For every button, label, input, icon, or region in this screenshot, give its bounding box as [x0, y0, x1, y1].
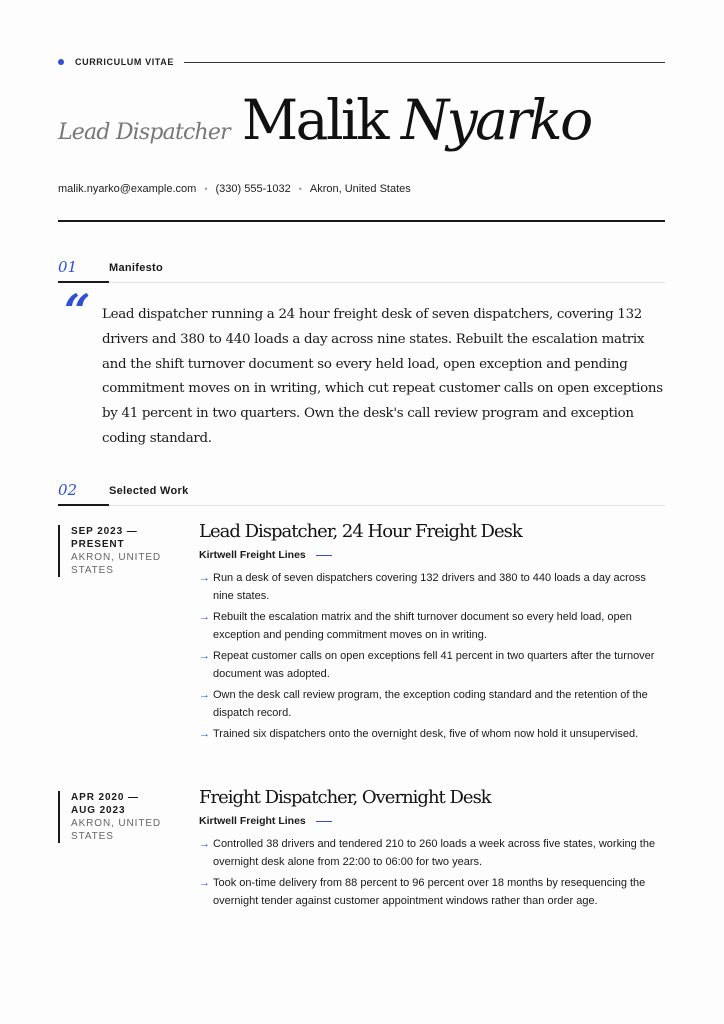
header-divider [58, 220, 665, 222]
arrow-right-icon: → [199, 838, 210, 850]
job-location: STATES [71, 565, 114, 576]
arrow-right-icon: → [199, 877, 210, 889]
section-underline [58, 504, 109, 506]
job-date: AUG 2023 [71, 805, 126, 816]
cv-tag [58, 56, 665, 68]
job-location: AKRON, UNITED [71, 552, 162, 563]
bullet-item [199, 569, 665, 605]
arrow-right-icon: → [199, 728, 210, 740]
arrow-right-icon: → [199, 572, 210, 584]
section-title: Selected Work [109, 485, 189, 497]
contact-info [58, 183, 411, 195]
resume-header [58, 56, 665, 195]
bullet-text: Controlled 38 drivers and tendered 210 to 260 loads a week across five states, working the overnight desk alone from 22:00 to 06:00 for two years. [213, 838, 656, 868]
bullet-item [199, 874, 665, 910]
section-rule [58, 505, 665, 506]
company-name: Kirtwell Freight Lines [199, 815, 306, 827]
email-link[interactable]: malik.nyarko@example.com [58, 183, 197, 195]
job-company [199, 813, 665, 829]
arrow-right-icon: → [199, 650, 210, 662]
job-details [199, 783, 665, 913]
job-bullets [199, 569, 665, 743]
arrow-right-icon: → [199, 611, 210, 623]
job-location: STATES [71, 831, 114, 842]
job-location: AKRON, UNITED [71, 818, 162, 829]
bullet-text: Rebuilt the escalation matrix and the shift turnover document so every held load, open exception and pending commitment moves on in writing. [213, 611, 632, 641]
header-rule [184, 62, 665, 63]
job-title: Freight Dispatcher, Overnight Desk [199, 787, 491, 808]
job-title: Lead Dispatcher, 24 Hour Freight Desk [199, 521, 522, 542]
job-meta [58, 525, 178, 577]
company-dash [316, 555, 332, 556]
company-dash [316, 821, 332, 822]
quote-icon: “ [64, 284, 91, 338]
job-details [199, 517, 665, 746]
bullet-item [199, 647, 665, 683]
arrow-right-icon: → [199, 689, 210, 701]
location: Akron, United States [309, 183, 411, 195]
bullet-text: Repeat customer calls on open exceptions fell 41 percent in two quarters after the turnover document was adopted. [213, 650, 655, 680]
job-company [199, 547, 665, 563]
manifesto-text: Lead dispatcher running a 24 hour freight desk of seven dispatchers, covering 132 drivers and 380 to 440 loads a day across nine states. Rebuilt the escalation matrix and the shift turnover document so every held load, open exception and pending commitment moves on in writing, which cut repeat customer calls on open exceptions by 41 percent in two quarters. Own the desk's call review program and exception coding standard. [102, 307, 663, 446]
contact-separator: • [298, 184, 302, 194]
name-row [58, 88, 591, 152]
bullet-text: Own the desk call review program, the exception coding standard and the retention of the dispatch record. [213, 689, 648, 719]
section-number: 02 [58, 481, 78, 499]
bullet-item [199, 835, 665, 871]
bullet-item [199, 608, 665, 644]
phone-number[interactable]: (330) 555-1032 [215, 183, 291, 195]
bullet-item [199, 725, 665, 743]
accent-dot-icon [58, 59, 64, 65]
bullet-text: Trained six dispatchers onto the overnight desk, five of whom now hold it unsupervised. [213, 728, 639, 740]
last-name: Nyarko [400, 88, 591, 152]
first-name: Malik [241, 88, 387, 152]
bullet-text: Run a desk of seven dispatchers covering 132 drivers and 380 to 440 loads a day across nine states. [213, 572, 646, 602]
job-date: APR 2020 — [71, 792, 139, 803]
bullet-text: Took on-time delivery from 88 percent to 96 percent over 18 months by resequencing the overnight tender against customer appointment windows rather than order age. [213, 877, 646, 907]
contact-separator: • [204, 184, 208, 194]
job-date: SEP 2023 — [71, 526, 138, 537]
section-title: Manifesto [109, 262, 164, 274]
section-rule [58, 282, 665, 283]
cv-label: CURRICULUM VITAE [75, 57, 174, 67]
bullet-item [199, 686, 665, 722]
company-name: Kirtwell Freight Lines [199, 549, 306, 561]
section-underline [58, 281, 109, 283]
job-role: Lead Dispatcher [58, 120, 230, 145]
job-meta [58, 791, 178, 843]
section-number: 01 [58, 258, 78, 276]
job-date: PRESENT [71, 539, 125, 550]
job-bullets [199, 835, 665, 910]
